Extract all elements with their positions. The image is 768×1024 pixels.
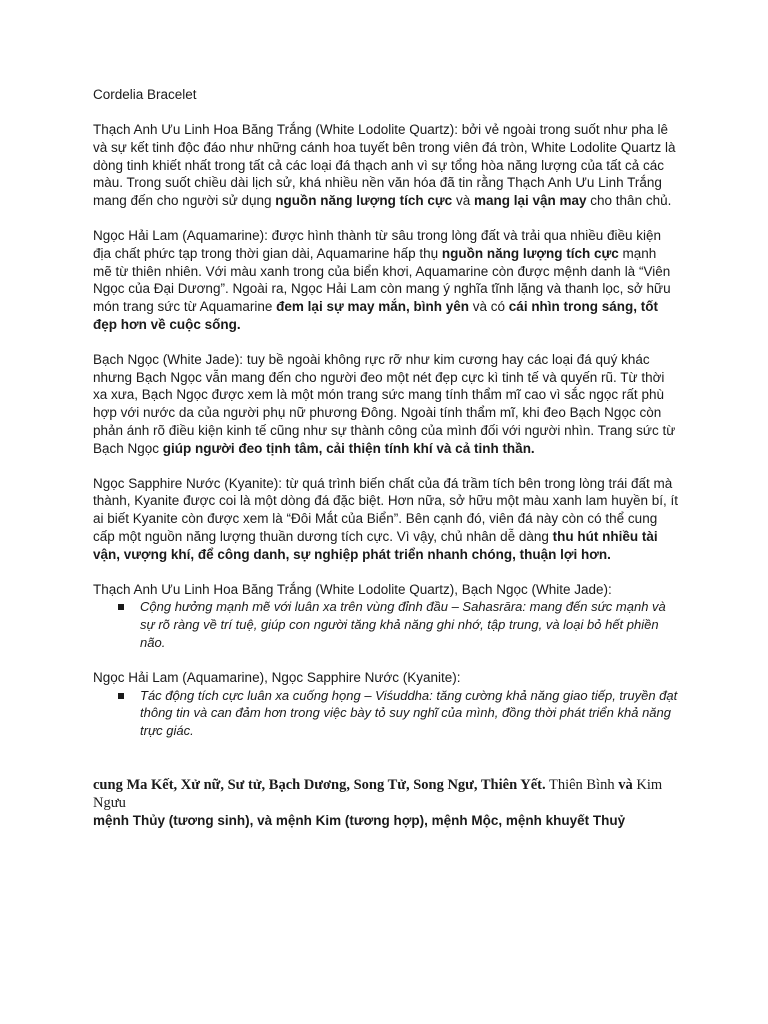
paragraph-kyanite bbox=[93, 475, 678, 564]
bold-run: và bbox=[618, 776, 633, 793]
text-run: Thiên Bình bbox=[545, 776, 619, 793]
list-item-text: Cộng hưởng mạnh mẽ với luân xa trên vùng đỉnh đầu – Sahasrāra: mang đến sức mạnh và sự rõ ràng về trí tuệ, giúp con người tăng khả năng ghi nhớ, tập trung, và loại bỏ hết phiền não. bbox=[140, 599, 666, 650]
zodiac-line bbox=[93, 776, 678, 812]
bold-run: đem lại sự may mắn, bình yên bbox=[276, 299, 470, 315]
bold-run: cái nhìn trong sáng, tốt đẹp hơn về cuộc sống. bbox=[93, 299, 659, 332]
text-run: và bbox=[452, 193, 474, 209]
bold-run: giúp người đeo tịnh tâm, cải thiện tính khí và cả tinh thần. bbox=[162, 440, 535, 456]
text-run: cho thân chủ. bbox=[586, 193, 672, 209]
text-run: Ngọc Sapphire Nước (Kyanite): từ quá trình biến chất của đá trầm tích bên trong lòng trái đất mà thành, Kyanite được coi là một dòng đá đặc biệt. Hơn nữa, sở hữu một màu xanh lam huyền bí, ít ai biết Kyanite còn được xem là “Đôi Mắt của Biển”. Bên cạnh đó, viên đá này còn có thể cung cấp một nguồn năng lượng thuần dương tích cực. Vì vậy, chủ nhân dễ dàng bbox=[93, 475, 678, 544]
list-heading-throat-chakra: Ngọc Hải Lam (Aquamarine), Ngọc Sapphire Nước (Kyanite): bbox=[93, 669, 461, 685]
bold-run: nguồn năng lượng tích cực bbox=[275, 193, 453, 209]
paragraph-aquamarine bbox=[93, 227, 678, 334]
text-run: và có bbox=[469, 299, 509, 315]
list-item-text: Tác động tích cực luân xa cuống họng – Viśuddha: tăng cường khả năng giao tiếp, truyền đạt thông tin và can đảm hơn trong việc bày tỏ suy nghĩ của mình, đồng thời phát triển khả năng trực giác. bbox=[140, 687, 678, 739]
text-run: Ngọc Hải Lam (Aquamarine): được hình thành từ sâu trong lòng đất và trải qua nhiều điều kiện địa chất phức tạp trong thời gian dài, Aquamarine hấp thụ bbox=[93, 227, 662, 261]
square-bullet-icon bbox=[118, 604, 124, 610]
list-item bbox=[140, 598, 678, 651]
bullet-list-throat-chakra bbox=[93, 687, 678, 740]
bold-run: nguồn năng lượng tích cực bbox=[441, 245, 619, 261]
list-heading-crown-chakra: Thạch Anh Ưu Linh Hoa Băng Trắng (White Lodolite Quartz), Bạch Ngọc (White Jade): bbox=[93, 581, 612, 597]
bold-run: mang lại vận may bbox=[473, 193, 587, 209]
list-item bbox=[140, 687, 678, 740]
bold-run: cung Ma Kết, Xử nữ, Sư tử, Bạch Dương, Song Tử, Song Ngư, Thiên Yết. bbox=[93, 776, 546, 793]
paragraph-white-jade bbox=[93, 351, 678, 458]
bullet-list-crown-chakra bbox=[93, 598, 678, 651]
text-run: mạnh mẽ từ thiên nhiên. Với màu xanh trong của biển khơi, Aquamarine còn được mệnh danh là “Viên Ngọc của Đại Dương”. Ngoài ra, Ngọc Hải Lam còn mang ý nghĩa tĩnh lặng và thanh lọc, sở hữu món trang sức từ Aquamarine bbox=[93, 245, 671, 315]
elements-line: mệnh Thủy (tương sinh), và mệnh Kim (tương hợp), mệnh Mộc, mệnh khuyết Thuỷ bbox=[93, 812, 626, 828]
text-run: Kim Ngưu bbox=[93, 776, 663, 811]
paragraph-white-lodolite-quartz bbox=[93, 121, 678, 210]
square-bullet-icon bbox=[118, 693, 124, 699]
document-title: Cordelia Bracelet bbox=[93, 87, 197, 102]
bold-run: thu hút nhiều tài vận, vượng khí, để công danh, sự nghiệp phát triển nhanh chóng, thuận lợi hơn. bbox=[93, 528, 658, 562]
text-run: Thạch Anh Ưu Linh Hoa Băng Trắng (White Lodolite Quartz): bởi vẻ ngoài trong suốt như pha lê và sự kết tinh độc đáo như những cánh hoa tuyết bên trong viên đá tròn, White Lodolite Quartz là dòng tinh khiết nhất trong tất cả các loại đá thạch anh vì sự tổng hòa năng lượng của tất cả các màu. Trong suốt chiều dài lịch sử, khá nhiều nền văn hóa đã tin rằng Thạch Anh Ưu Linh Trắng mang đến cho người sử dụng bbox=[93, 122, 676, 209]
text-run: Bạch Ngọc (White Jade): tuy bề ngoài không rực rỡ như kim cương hay các loại đá quý khác nhưng Bạch Ngọc vẫn mang đến cho người đeo một nét đẹp cực kì tinh tế và quyến rũ. Từ thời xa xưa, Bạch Ngọc được xem là một món trang sức mang tính thẩm mĩ cao vì sắc ngọc rất phù hợp với nước da của người phụ nữ phương Đông. Ngoài tính thẩm mĩ, khi đeo Bạch Ngọc còn phản ánh rõ điều kiện kinh tế cũng như sự thành công của mình đối với người nhìn. Trang sức từ Bạch Ngọc bbox=[93, 351, 676, 456]
